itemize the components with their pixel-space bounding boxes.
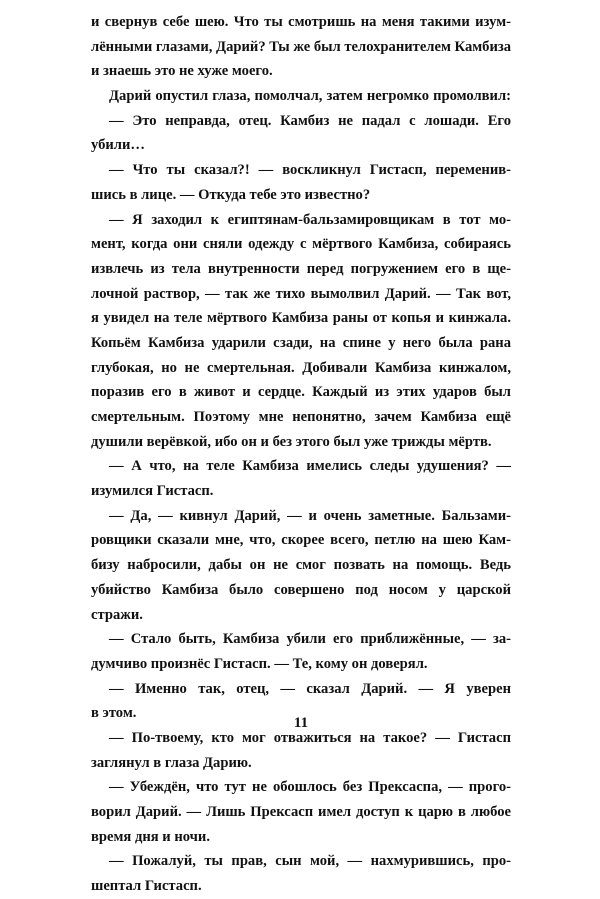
book-page	[91, 10, 512, 895]
text-line: — А что, на теле Камбиза имелись следы удушения? —	[109, 458, 511, 475]
text-line: — Что ты сказал?! — воскликнул Гистасп, переменив-	[109, 162, 511, 179]
text-line: — Стало быть, Камбиза убили его приближённые, — за-	[109, 631, 511, 648]
text-line: — Убеждён, что тут не обошлось без Прексаспа, — прого-	[109, 779, 511, 796]
text-line: и знаешь это не хуже моего.	[91, 63, 273, 80]
text-line: душили верёвкой, ибо он и без этого был уже трижды мёртв.	[91, 433, 492, 450]
text-line: — Я заходил к египтянам-бальзамировщикам в тот мо-	[109, 211, 511, 228]
text-line: ворил Дарий. — Лишь Прексасп имел доступ к царю в любое	[91, 804, 511, 820]
text-line: — Именно так, отец, — сказал Дарий. — Я уверен	[109, 680, 511, 697]
text-line: стражи.	[91, 606, 143, 623]
page-number: 11	[293, 715, 309, 731]
text-line: ровщики сказали мне, что, скорее всего, петлю на шею Кам-	[91, 532, 511, 549]
text-line: заглянул в глаза Дарию.	[91, 754, 252, 771]
text-line: в этом.	[91, 705, 137, 722]
text-line: думчиво произнёс Гистасп. — Те, кому он доверял.	[91, 655, 428, 672]
text-line: извлечь из тела внутренности перед погружением его в ще-	[91, 260, 511, 277]
text-line: шись в лице. — Откуда тебе это известно?	[91, 186, 371, 203]
text-line: лочной раствор, — так же тихо вымолвил Дарий. — Так вот,	[91, 285, 511, 302]
text-line: — Пожалуй, ты прав, сын мой, — нахмурившись, про-	[109, 853, 511, 870]
text-line: — Это неправда, отец. Камбиз не падал с лошади. Его	[109, 112, 511, 129]
text-line: смертельным. Поэтому мне непонятно, зачем Камбиза ещё	[91, 409, 511, 425]
text-line: мент, когда они сняли одежду с мёртвого Камбиза, собираясь	[91, 236, 511, 253]
text-line: лёнными глазами, Дарий? Ты же был телохранителем Камбиза	[91, 38, 512, 55]
text-line: поразив его в живот и сердце. Каждый из этих ударов был	[91, 384, 511, 401]
text-line: убили…	[91, 137, 145, 154]
text-line: — Да, — кивнул Дарий, — и очень заметные. Бальзами-	[109, 507, 511, 524]
text-line: шептал Гистасп.	[91, 878, 202, 895]
text-line: я увидел на теле мёртвого Камбиза раны от копья и кинжала.	[91, 310, 511, 327]
text-line: — По-твоему, кто мог отважиться на такое? — Гистасп	[109, 729, 511, 746]
text-line: время дня и ночи.	[91, 828, 210, 845]
text-line: Копьём Камбиза ударили сзади, на спине у него была рана	[91, 334, 511, 351]
text-line: и свернув себе шею. Что ты смотришь на меня такими изум-	[91, 14, 511, 30]
text-line: Дарий опустил глаза, помолчал, затем негромко промолвил:	[109, 88, 511, 105]
text-line: изумился Гистасп.	[91, 483, 214, 500]
body-text	[91, 10, 511, 899]
text-line: бизу набросили, дабы он не смог позвать на помощь. Ведь	[91, 557, 511, 574]
text-line: убийство Камбиза было совершено под носом у царской	[91, 581, 511, 598]
text-line: глубокая, но не смертельная. Добивали Камбиза кинжалом,	[91, 359, 511, 376]
